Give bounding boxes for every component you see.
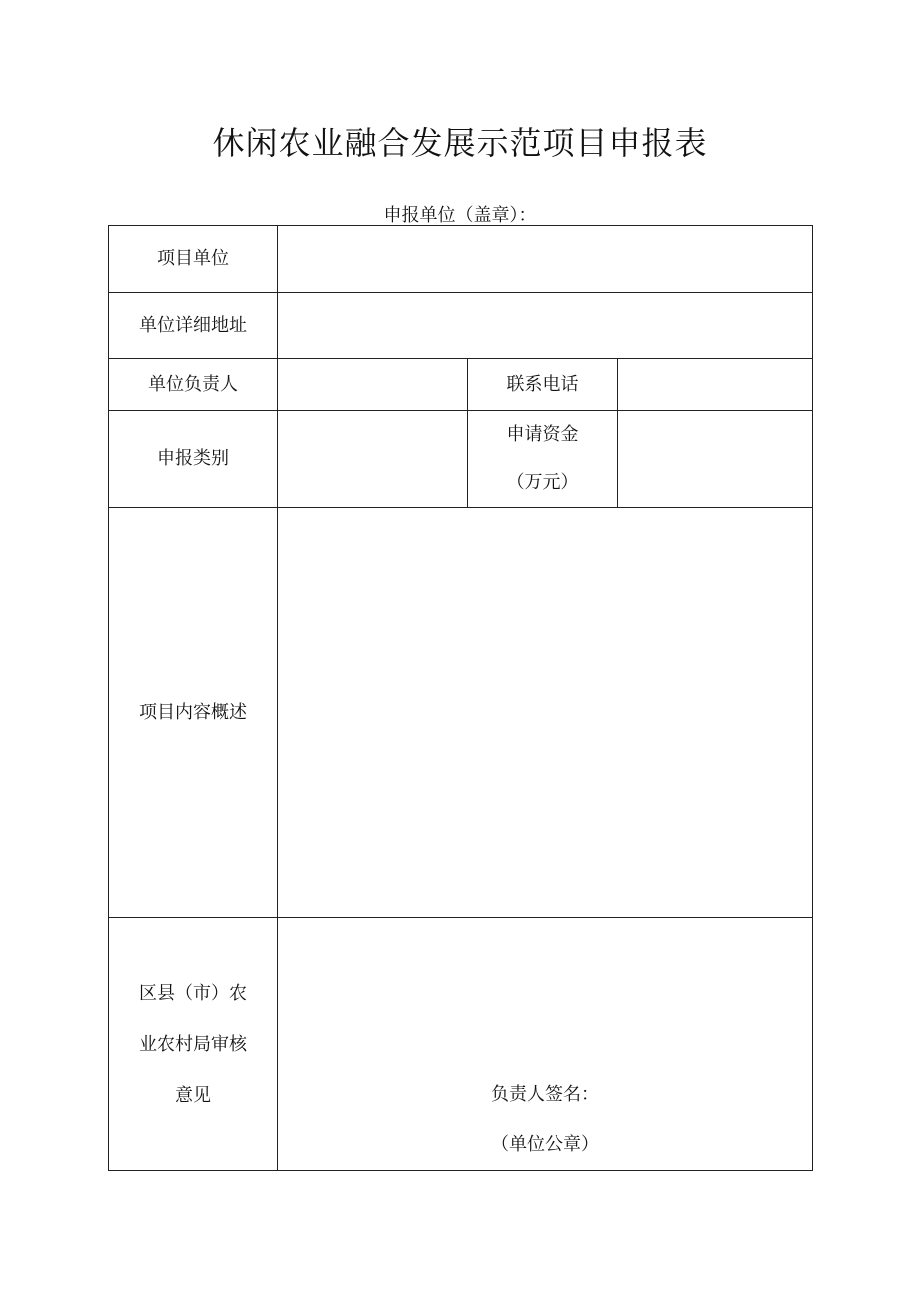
summary-label: 项目内容概述: [109, 508, 278, 918]
row-summary: [109, 508, 813, 918]
row-category-funding: [109, 411, 813, 508]
review-opinion-field[interactable]: [278, 918, 813, 1171]
category-field[interactable]: [278, 411, 468, 508]
row-project-unit: [109, 226, 813, 293]
review-label-line3: 意见: [175, 1084, 211, 1106]
project-unit-field[interactable]: [278, 226, 813, 293]
address-field[interactable]: [278, 293, 813, 359]
seal-label: （单位公章）: [491, 1134, 599, 1155]
application-form-table: [108, 225, 813, 1171]
address-label: 单位详细地址: [109, 293, 278, 359]
row-address: [109, 293, 813, 359]
review-label-line2: 业农村局审核: [139, 1033, 247, 1055]
category-label: 申报类别: [109, 411, 278, 508]
summary-field[interactable]: [278, 508, 813, 918]
phone-field[interactable]: [618, 359, 813, 411]
phone-label: 联系电话: [468, 359, 618, 411]
funding-label-line1: 申请资金: [506, 424, 579, 445]
form-title: 休闲农业融合发展示范项目申报表: [212, 124, 708, 162]
leader-field[interactable]: [278, 359, 468, 411]
funding-label-line2: （万元）: [506, 472, 579, 493]
review-label-line1: 区县（市）农: [139, 982, 247, 1004]
funding-field[interactable]: [618, 411, 813, 508]
leader-label: 单位负责人: [109, 359, 278, 411]
row-leader-phone: [109, 359, 813, 411]
project-unit-label: 项目单位: [109, 226, 278, 293]
funding-label: [468, 411, 618, 508]
review-label: [109, 918, 278, 1171]
row-review: [109, 918, 813, 1171]
applicant-seal-label: 申报单位（盖章）：: [383, 205, 537, 226]
signature-label: 负责人签名：: [491, 1084, 599, 1105]
